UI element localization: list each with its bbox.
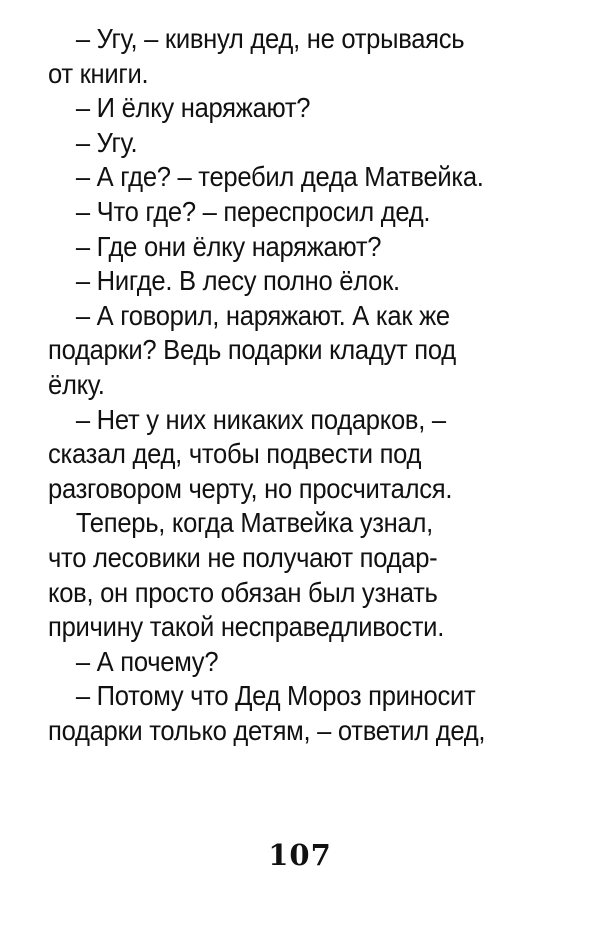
text-line: – Угу. [75, 126, 138, 158]
text-line: – А говорил, наряжают. А как же [75, 299, 450, 331]
text-line: ков, он просто обязан был узнать [48, 576, 438, 608]
text-line: от книги. [48, 57, 149, 89]
text-line: – И ёлку наряжают? [75, 92, 311, 124]
text-line: что лесовики не получают подар- [48, 541, 438, 573]
text-line: – Потому что Дед Мороз приносит [75, 680, 476, 712]
text-line: – А где? – теребил деда Матвейка. [75, 161, 484, 193]
text-line: – Угу, – кивнул дед, не отрываясь [75, 23, 465, 54]
text-line: Теперь, когда Матвейка узнал, [75, 507, 433, 539]
page-number: 107 [268, 838, 332, 872]
text-line: – Где они ёлку наряжают? [75, 230, 382, 262]
text-line: – А почему? [75, 645, 219, 677]
text-line: сказал дед, чтобы подвести под [48, 438, 422, 470]
text-line: причину такой несправедливости. [48, 611, 445, 643]
text-line: – Что где? – переспросил дед. [75, 195, 431, 227]
text-line: ёлку. [48, 368, 105, 400]
text-line: подарки только детям, – ответил дед, [48, 714, 486, 746]
book-page-text [48, 22, 558, 748]
text-line: разговором черту, но просчитался. [48, 472, 453, 504]
text-body [48, 22, 558, 748]
text-line: – Нет у них никаких подарков, – [75, 403, 446, 435]
text-line: подарки? Ведь подарки кладут под [48, 334, 456, 366]
text-line: – Нигде. В лесу полно ёлок. [75, 265, 400, 297]
